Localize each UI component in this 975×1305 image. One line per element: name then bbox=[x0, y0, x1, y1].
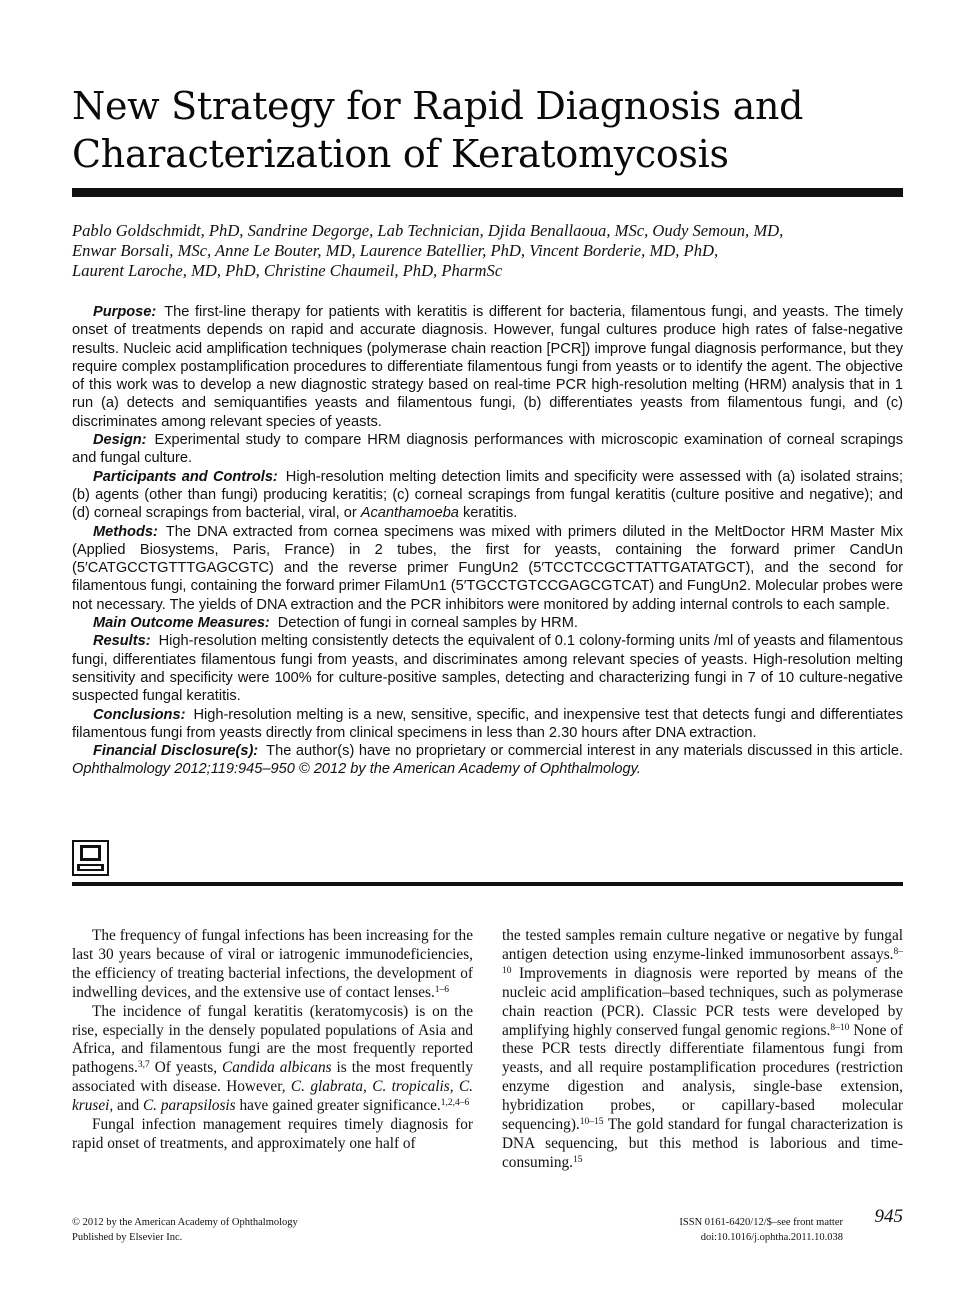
abstract-outcome: Main Outcome Measures: Detection of fungi in corneal samples by HRM. bbox=[93, 615, 578, 632]
doi-link[interactable]: doi:10.1016/j.ophtha.2011.10.038 bbox=[700, 1231, 843, 1243]
reference-link[interactable]: 1–6 bbox=[434, 984, 450, 995]
publisher-line: Published by Elsevier Inc. bbox=[72, 1231, 183, 1243]
body-paragraph: Fungal infection management requires timely diagnosis for rapid onset of treatments, and approximately one half of bbox=[72, 1116, 473, 1152]
body-column-right bbox=[502, 927, 903, 1173]
footer-identifiers bbox=[560, 1216, 843, 1245]
author-list bbox=[72, 221, 903, 282]
issn-line: ISSN 0161-6420/12/$–see front matter bbox=[679, 1217, 843, 1228]
footer-copyright bbox=[72, 1216, 432, 1245]
reference-link[interactable]: 3,7 bbox=[137, 1060, 150, 1071]
citation: Ophthalmology 2012;119:945–950 © 2012 by the American Academy of Ophthalmology. bbox=[72, 761, 641, 778]
authors-line-1: Pablo Goldschmidt, PhD, Sandrine Degorge, Lab Technician, Djida Benallaoua, MSc, Oudy Semoun, MD, bbox=[72, 221, 784, 240]
conclusions-label: Conclusions: bbox=[93, 706, 186, 723]
authors-line-2: Enwar Borsali, MSc, Anne Le Bouter, MD, Laurence Batellier, PhD, Vincent Borderie, MD, PhD, bbox=[72, 241, 719, 261]
body-column-left bbox=[72, 927, 473, 1154]
disclosure-label: Financial Disclosure(s): bbox=[93, 743, 259, 760]
copyright-line: © 2012 by the American Academy of Ophthalmology bbox=[72, 1217, 298, 1228]
body-paragraph: The frequency of fungal infections has been increasing for the last 30 years because of viral or iatrogenic immunodeficiencies, the efficiency of treating bacterial infections, the development of indwelling devices, and the extensive use of contact lenses.$^{1-6}$ bbox=[72, 927, 473, 1001]
abstract-bottom-rule bbox=[72, 882, 903, 886]
body-paragraph: the tested samples remain culture negative or negative by fungal antigen detection using enzyme-linked immunosorbent assays.$^{8-10}$ Improvements in diagnosis were reported by means of the nucleic acid amplification–based techniques, such as polymerase chain reaction (PCR). Classic PCR tests were developed by amplifying highly conserved fungal genomic regions.$^{8-10}$ None of these PCR tests directly differentiate filamentous fungi from yeasts, and all require postamplification procedures (restriction enzyme digestion and analysis, single-base extension, hybridization probes, or capillary-based molecular sequencing).$^{10-15}$ The gold standard for fungal characterization is DNA sequencing, but this method is laborious and time-consuming.$^{15}$ bbox=[502, 927, 904, 1171]
outcome-label: Main Outcome Measures: bbox=[93, 615, 270, 632]
purpose-label: Purpose: bbox=[93, 304, 157, 320]
abstract bbox=[72, 303, 903, 779]
title-line-1: New Strategy for Rapid Diagnosis and bbox=[72, 84, 804, 128]
design-label: Design: bbox=[93, 432, 147, 449]
reference-link[interactable]: 10–15 bbox=[579, 1117, 604, 1128]
computer-icon[interactable] bbox=[72, 840, 109, 876]
page-number: 945 bbox=[874, 1206, 903, 1227]
abstract-disclosure: Financial Disclosure(s): The author(s) have no proprietary or commercial interest in any materials discussed in this article. Ophthalmology 2012;119:945–950 © 2012 by the American Academy of Ophthalmology. bbox=[72, 743, 903, 778]
abstract-results: Results: High-resolution melting consistently detects the equivalent of 0.1 colony-forming units /ml of yeasts and filamentous fungi, differentiates filamentous fungi from yeasts, and discriminates among relevant species of yeasts. High-resolution melting sensitivity and specificity were 100% for culture-positive samples, detecting and characterizing fungi in 7 of 10 culture-negative suspected fungal keratitis. bbox=[72, 633, 903, 705]
reference-link[interactable]: 8–10 bbox=[502, 946, 903, 976]
article-title bbox=[72, 82, 912, 178]
abstract-methods: Methods: The DNA extracted from cornea specimens was mixed with primers diluted in the MeltDoctor HRM Master Mix (Applied Biosystems, Paris, France) in 2 tubes, the first for yeasts, containing the forward primer CandUn (5′CATGCCTGTTTGAGCGTC) and the reverse primer FungUn2 (5′TCCTCCGCTTATTGATATGCT), and the second for filamentous fungi, containing the forward primer FilamUn1 (5′TGCCTGTCCGAGCGTCAT) and FungUn2. Molecular probes were not necessary. The yields of DNA extraction and the PCR inhibitors were monitored by adding internal controls to each sample. bbox=[72, 523, 903, 613]
participants-label: Participants and Controls: bbox=[93, 468, 278, 485]
reference-link[interactable]: 15 bbox=[572, 1154, 583, 1165]
abstract-conclusions: Conclusions: High-resolution melting is a new, sensitive, specific, and inexpensive test that detects fungi and differentiates filamentous fungi from yeasts directly from clinical specimens in less than 2.30 hours after DNA extraction. bbox=[72, 706, 903, 741]
abstract-purpose: Purpose: The first-line therapy for patients with keratitis is different for bacteria, filamentous fungi, and yeasts. The timely onset of treatments depends on rapid and accurate diagnosis. However, fungal cultures produce high rates of false-negative results. Nucleic acid amplification techniques (polymerase chain reaction [PCR]) improve fungal diagnosis performance, but they require complex postamplification procedures to differentiate filamentous fungi from yeasts or to identify the agent. The objective of this work was to develop a new diagnostic strategy based on real-time PCR high-resolution melting (HRM) analysis that in 1 run (a) detects and semiquantifies yeasts and filamentous fungi, (b) differentiates yeasts from filamentous fungi, and (c) discriminates among relevant species of yeasts. bbox=[72, 304, 903, 430]
title-line-2: Characterization of Keratomycosis bbox=[72, 132, 729, 176]
abstract-participants: Participants and Controls: High-resolution melting detection limits and specificity were assessed with (a) isolated strains; (b) agents (other than fungi) producing keratitis; (c) corneal scrapings from fungal keratitis (culture positive and negative); and (d) corneal scrapings from bacterial, viral, or Acanthamoeba keratitis. bbox=[72, 468, 903, 522]
authors-line-3: Laurent Laroche, MD, PhD, Christine Chaumeil, PhD, PharmSc bbox=[72, 261, 503, 281]
reference-link[interactable]: 8–10 bbox=[830, 1022, 850, 1033]
results-label: Results: bbox=[93, 633, 151, 650]
reference-link[interactable]: 1,2,4–6 bbox=[440, 1098, 470, 1109]
abstract-design: Design: Experimental study to compare HRM diagnosis performances with microscopic examination of corneal scrapings and fungal culture. bbox=[72, 432, 903, 467]
methods-label: Methods: bbox=[93, 523, 158, 540]
title-rule bbox=[72, 188, 903, 197]
body-paragraph: The incidence of fungal keratitis (keratomycosis) is on the rise, especially in the densely populated populations of Asia and Africa, and filamentous fungi are the most frequently reported pathogens.$^{3,7}$ Of yeasts, Candida albicans is the most frequently associated with disease. However, C. glabrata, C. tropicalis, C. krusei, and C. parapsilosis have gained greater significance.$^{1,2,4-6}$ bbox=[72, 1002, 473, 1115]
